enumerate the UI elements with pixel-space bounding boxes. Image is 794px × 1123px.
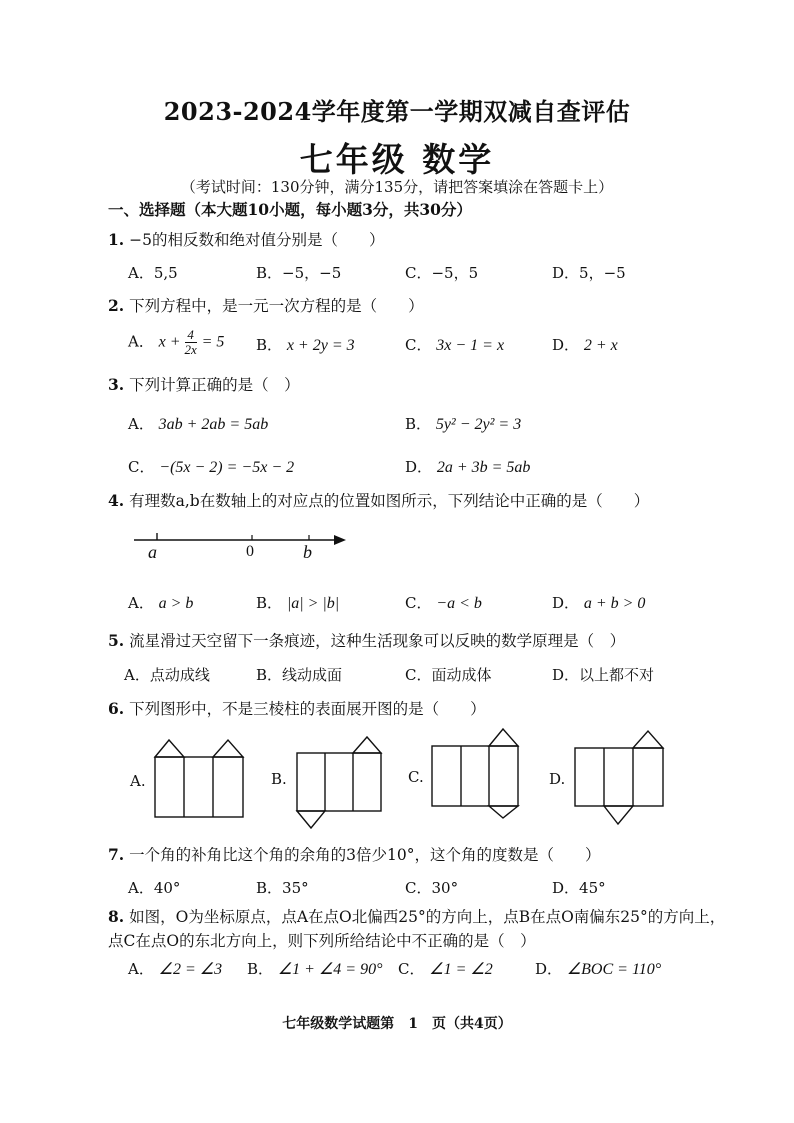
option-label: D． [552, 336, 580, 354]
option-d: D．5，−5 [552, 264, 626, 282]
option-math: 3x − 1 = x [436, 337, 505, 354]
option-c: C．−5，5 [405, 264, 479, 282]
numberline-label-a: a [148, 542, 157, 562]
question-5 [108, 629, 625, 651]
option-a [128, 592, 193, 613]
option-b [405, 413, 521, 434]
option-b: B．−5，−5 [256, 264, 342, 282]
option-math: −(5x − 2) = −5x − 2 [159, 459, 295, 476]
fraction-numerator: 4 [187, 327, 194, 342]
question-number: 5. [108, 631, 125, 650]
option-d [405, 456, 530, 477]
option-a [128, 413, 268, 434]
option-a [128, 958, 222, 979]
net-figure-a [150, 735, 250, 821]
option-b [256, 592, 339, 613]
question-stem: 一个角的补角比这个角的余角的3倍少10°，这个角的度数是（ ） [129, 846, 601, 864]
question-number: 1. [108, 230, 125, 249]
option-a: A．40° [128, 879, 181, 897]
option-math: 3ab + 2ab = 5ab [158, 416, 269, 433]
page-footer: 七年级数学试题第 1 页（共4页） [282, 1016, 512, 1032]
subject-title: 七年级 数学 [299, 140, 495, 179]
option-label: C． [128, 458, 155, 476]
question-8-stem-continued: 点C在点O的东北方向上，则下列所给结论中不正确的是（ ） [108, 932, 536, 950]
question-stem: −5的相反数和绝对值分别是（ ） [129, 231, 385, 249]
numberline-label-b: b [303, 542, 312, 562]
net-figure-d [571, 728, 671, 828]
option-label: A． [128, 415, 154, 433]
option-d-label: D. [549, 770, 566, 788]
option-math: a + b > 0 [583, 595, 646, 612]
option-c [128, 456, 294, 477]
option-d [552, 334, 618, 355]
option-label: B． [247, 960, 274, 978]
question-3 [108, 373, 300, 395]
option-d [535, 958, 661, 979]
option-math: ∠1 = ∠2 [429, 961, 493, 978]
option-label: C． [398, 960, 425, 978]
question-stem: 下列方程中，是一元一次方程的是（ ） [129, 297, 424, 315]
section-heading: 一、选择题（本大题10小题，每小题3分，共30分） [108, 200, 472, 219]
option-label: D． [405, 458, 433, 476]
option-label: D． [535, 960, 563, 978]
option-label: A． [128, 594, 154, 612]
option-math: ∠2 = ∠3 [158, 961, 223, 978]
exam-title: 2023-2024学年度第一学期双减自查评估 [163, 97, 631, 126]
question-number: 6. [108, 699, 125, 718]
option-math: ∠1 + ∠4 = 90° [277, 961, 383, 978]
option-d [552, 592, 645, 613]
question-stem: 流星滑过天空留下一条痕迹，这种生活现象可以反映的数学原理是（ ） [129, 632, 626, 650]
question-number: 2. [108, 296, 125, 315]
question-7 [108, 843, 600, 865]
option-a [128, 328, 224, 357]
option-label: B． [256, 336, 283, 354]
question-1 [108, 228, 384, 250]
option-label: A． [128, 332, 154, 351]
option-c: C．30° [405, 879, 459, 897]
number-line [130, 524, 360, 564]
option-math: −a < b [436, 595, 482, 612]
question-stem: 有理数a,b在数轴上的对应点的位置如图所示，下列结论中正确的是（ ） [129, 492, 650, 510]
option-a: A．5,5 [128, 264, 178, 282]
option-label: B． [405, 415, 432, 433]
net-figure-c [428, 726, 528, 820]
option-math: x + 2y = 3 [286, 337, 355, 354]
option-label: C． [405, 336, 432, 354]
option-math: a > b [158, 595, 194, 612]
numberline-label-zero: 0 [246, 543, 254, 560]
option-label: D． [552, 594, 580, 612]
option-b [247, 958, 383, 979]
option-label: A． [128, 960, 154, 978]
option-b: B．线动成面 [256, 666, 343, 684]
option-c [398, 958, 493, 979]
question-stem: 下列图形中，不是三棱柱的表面展开图的是（ ） [129, 700, 486, 718]
question-number: 7. [108, 845, 125, 864]
question-number: 3. [108, 375, 125, 394]
fraction-denominator: 2x [184, 342, 197, 357]
net-figure-b [292, 733, 392, 833]
option-c: C．面动成体 [405, 666, 492, 684]
option-math: x + [158, 333, 185, 351]
option-b [256, 334, 355, 355]
option-d: D．以上都不对 [552, 666, 655, 684]
option-math: 2 + x [583, 337, 618, 354]
option-c [405, 592, 482, 613]
question-2 [108, 294, 424, 316]
option-label: B． [256, 594, 283, 612]
question-8 [108, 905, 725, 927]
option-b-label: B. [271, 770, 287, 788]
option-label: C． [405, 594, 432, 612]
option-a: A．点动成线 [124, 666, 210, 684]
option-math: 2a + 3b = 5ab [436, 459, 531, 476]
option-a-label: A. [130, 772, 146, 790]
option-d: D．45° [552, 879, 606, 897]
option-math: 5y² − 2y² = 3 [435, 416, 522, 433]
question-stem: 下列计算正确的是（ ） [129, 376, 300, 394]
question-number: 8. [108, 907, 125, 926]
question-6 [108, 697, 486, 719]
option-c-label: C. [408, 768, 424, 786]
option-math: |a| > |b| [286, 595, 340, 612]
question-4 [108, 489, 649, 511]
exam-note: （考试时间：130分钟，满分135分，请把答案填涂在答题卡上） [180, 178, 614, 196]
question-number: 4. [108, 491, 125, 510]
option-b: B．35° [256, 879, 309, 897]
question-stem: 如图，O为坐标原点，点A在点O北偏西25°的方向上，点B在点O南偏东25°的方向上， [129, 908, 726, 926]
option-c [405, 334, 504, 355]
option-math-tail: = 5 [201, 333, 225, 351]
fraction [185, 328, 197, 357]
option-math: ∠BOC = 110° [566, 961, 662, 978]
